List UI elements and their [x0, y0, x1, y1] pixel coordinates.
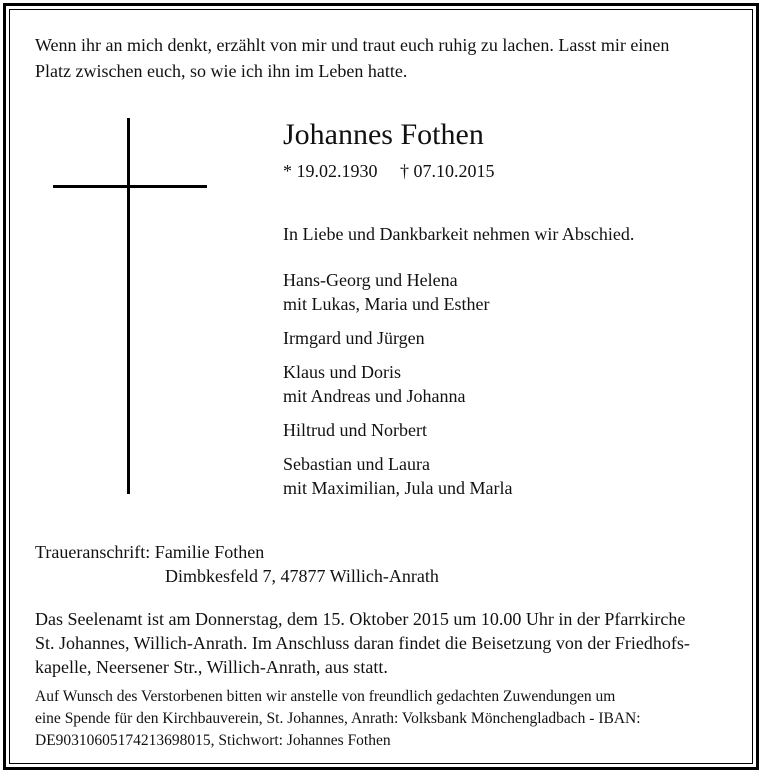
- donation-line: Auf Wunsch des Verstorbenen bitten wir anstelle von freundlich gedachten Zuwendungen um: [35, 688, 616, 705]
- family-line: Irmgard und Jürgen: [283, 328, 425, 348]
- motto-line: Wenn ihr an mich denkt, erzählt von mir und traut euch ruhig zu lachen. Lasst mir einen: [35, 35, 670, 55]
- family-line: Hiltrud und Norbert: [283, 420, 427, 440]
- cross-icon-bar: [53, 185, 207, 188]
- family-group: [283, 452, 512, 500]
- motto-text: [35, 32, 735, 84]
- family-line: mit Andreas und Johanna: [283, 386, 466, 406]
- mass-line: kapelle, Neersener Str., Willich-Anrath, aus statt.: [35, 657, 388, 677]
- mass-announcement: [35, 607, 735, 679]
- mass-line: St. Johannes, Willich-Anrath. Im Anschluss daran findet die Beisetzung von der Friedhofs-: [35, 633, 690, 653]
- family-list: [283, 268, 512, 510]
- family-group: [283, 268, 512, 316]
- motto-line: Platz zwischen euch, so wie ich ihn im Leben hatte.: [35, 61, 408, 81]
- family-line: Klaus und Doris: [283, 362, 401, 382]
- deceased-name: Johannes Fothen: [283, 118, 484, 151]
- family-line: Hans-Georg und Helena: [283, 270, 458, 290]
- birth-date: * 19.02.1930: [283, 161, 378, 181]
- address-line: Dimbkesfeld 7, 47877 Willich-Anrath: [165, 566, 439, 586]
- family-group: [283, 360, 512, 408]
- donation-note: [35, 686, 733, 752]
- family-group: [283, 326, 512, 350]
- family-line: Sebastian und Laura: [283, 454, 430, 474]
- donation-line: eine Spende für den Kirchbauverein, St. Johannes, Anrath: Volksbank Mönchengladbach - IBAN:: [35, 710, 641, 727]
- farewell-text: In Liebe und Dankbarkeit nehmen wir Abschied.: [283, 224, 635, 244]
- death-date: † 07.10.2015: [400, 161, 495, 181]
- mourning-address: [35, 540, 439, 588]
- family-group: [283, 418, 512, 442]
- donation-line: DE90310605174213698015, Stichwort: Johannes Fothen: [35, 732, 391, 749]
- mass-line: Das Seelenamt ist am Donnerstag, dem 15. Oktober 2015 um 10.00 Uhr in der Pfarrkirche: [35, 609, 686, 629]
- life-dates: [283, 160, 495, 182]
- family-line: mit Maximilian, Jula und Marla: [283, 478, 513, 498]
- address-line: Traueranschrift: Familie Fothen: [35, 542, 265, 562]
- cross-icon: [127, 118, 130, 494]
- family-line: mit Lukas, Maria und Esther: [283, 294, 490, 314]
